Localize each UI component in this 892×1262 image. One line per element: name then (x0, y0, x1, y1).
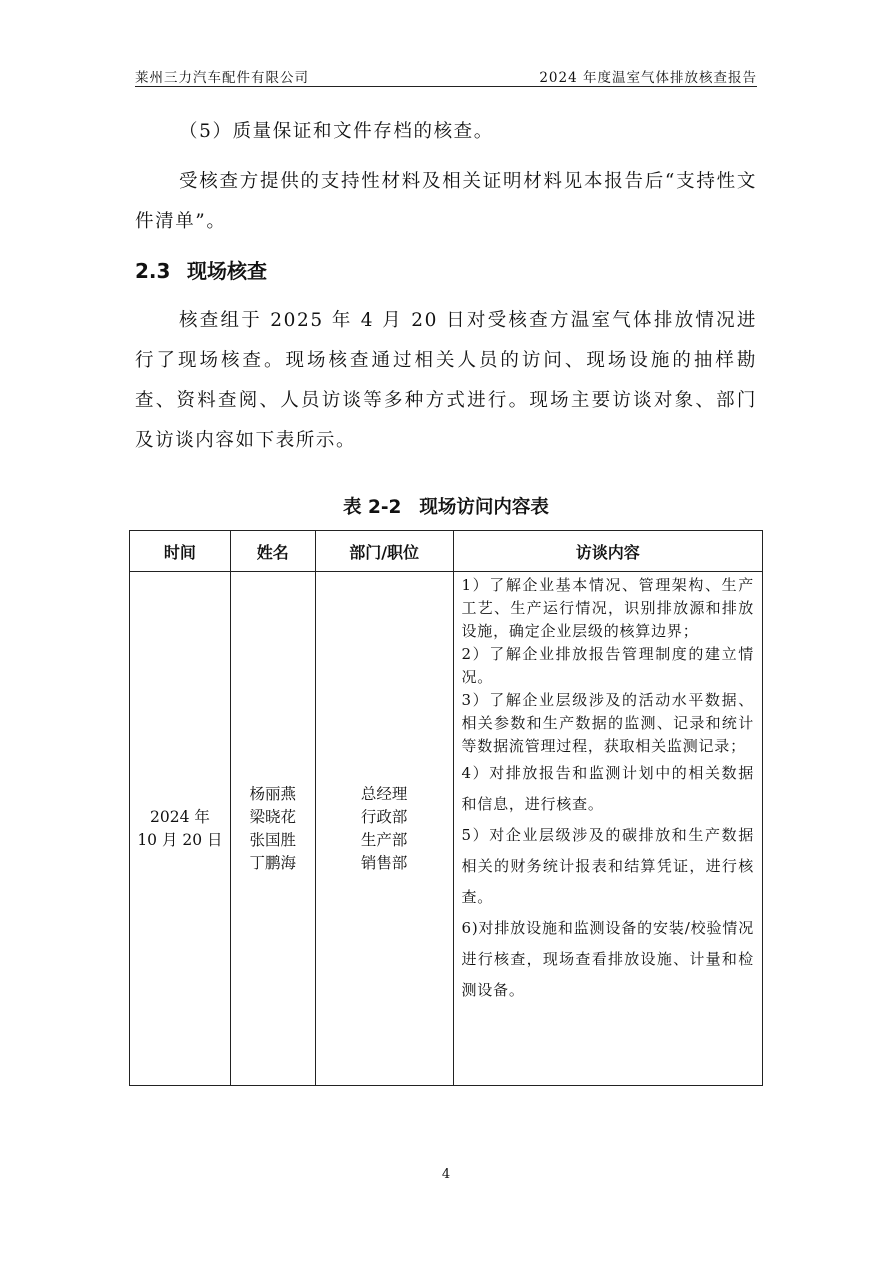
header-name: 姓名 (230, 531, 315, 572)
department: 总经理 (360, 784, 408, 803)
header-department: 部门/职位 (315, 531, 453, 572)
person-name: 张国胜 (249, 830, 297, 849)
section-heading (135, 255, 267, 284)
section-number: 2.3 (135, 259, 171, 283)
interview-item: 2）了解企业排放报告管理制度的建立情况。 (461, 645, 754, 686)
page-number: 4 (441, 1167, 451, 1182)
person-name: 梁晓花 (249, 807, 297, 826)
department: 生产部 (360, 830, 408, 849)
date-line: 2024 年 (150, 807, 210, 826)
section-title: 现场核查 (187, 259, 267, 283)
department: 销售部 (360, 853, 408, 872)
interview-item: 1）了解企业基本情况、管理架构、生产工艺、生产运行情况，识别排放源和排放设施，确定企业层级的核算边界； (461, 576, 754, 640)
table-caption-title: 现场访问内容表 (419, 497, 549, 518)
page-header (135, 66, 757, 87)
table-caption-number: 表 2-2 (343, 497, 402, 518)
person-name: 丁鹏海 (249, 853, 297, 872)
interview-table (129, 530, 763, 1086)
date-line: 10 月 20 日 (137, 830, 223, 849)
person-name: 杨丽燕 (249, 784, 297, 803)
cell-departments (315, 572, 453, 1086)
interview-item: 4）对排放报告和监测计划中的相关数据和信息，进行核查。 (461, 764, 754, 813)
table-header-row (130, 531, 763, 572)
table-caption (0, 493, 892, 519)
paragraph-quality-assurance: （5）质量保证和文件存档的核查。 (179, 121, 494, 142)
cell-names (230, 572, 315, 1086)
table-row (130, 572, 763, 1086)
header-company: 莱州三力汽车配件有限公司 (135, 70, 309, 86)
interview-item: 6)对排放设施和监测设备的安装/校验情况进行核查，现场查看排放设施、计量和检测设备。 (461, 919, 754, 999)
header-time: 时间 (130, 531, 231, 572)
department: 行政部 (360, 807, 408, 826)
cell-interview-content (453, 572, 763, 1086)
interview-item: 5）对企业层级涉及的碳排放和生产数据相关的财务统计报表和结算凭证，进行核查。 (461, 826, 754, 906)
paragraph-onsite-verification: 核查组于 2025 年 4 月 20 日对受核查方温室气体排放情况进行了现场核查。现场核查通过相关人员的访问、现场设施的抽样勘查、资料查阅、人员访谈等多种方式进行。现场主要访谈对象、部门及访谈内容如下表所示。 (135, 310, 757, 451)
paragraph-supporting-materials: 受核查方提供的支持性材料及相关证明材料见本报告后“支持性文件清单”。 (135, 171, 757, 232)
header-interview-content: 访谈内容 (453, 531, 763, 572)
interview-item: 3）了解企业层级涉及的活动水平数据、相关参数和生产数据的监测、记录和统计等数据流管理过程，获取相关监测记录； (461, 691, 754, 755)
header-report-title: 2024 年度温室气体排放核查报告 (539, 70, 757, 86)
cell-date (130, 572, 231, 1086)
